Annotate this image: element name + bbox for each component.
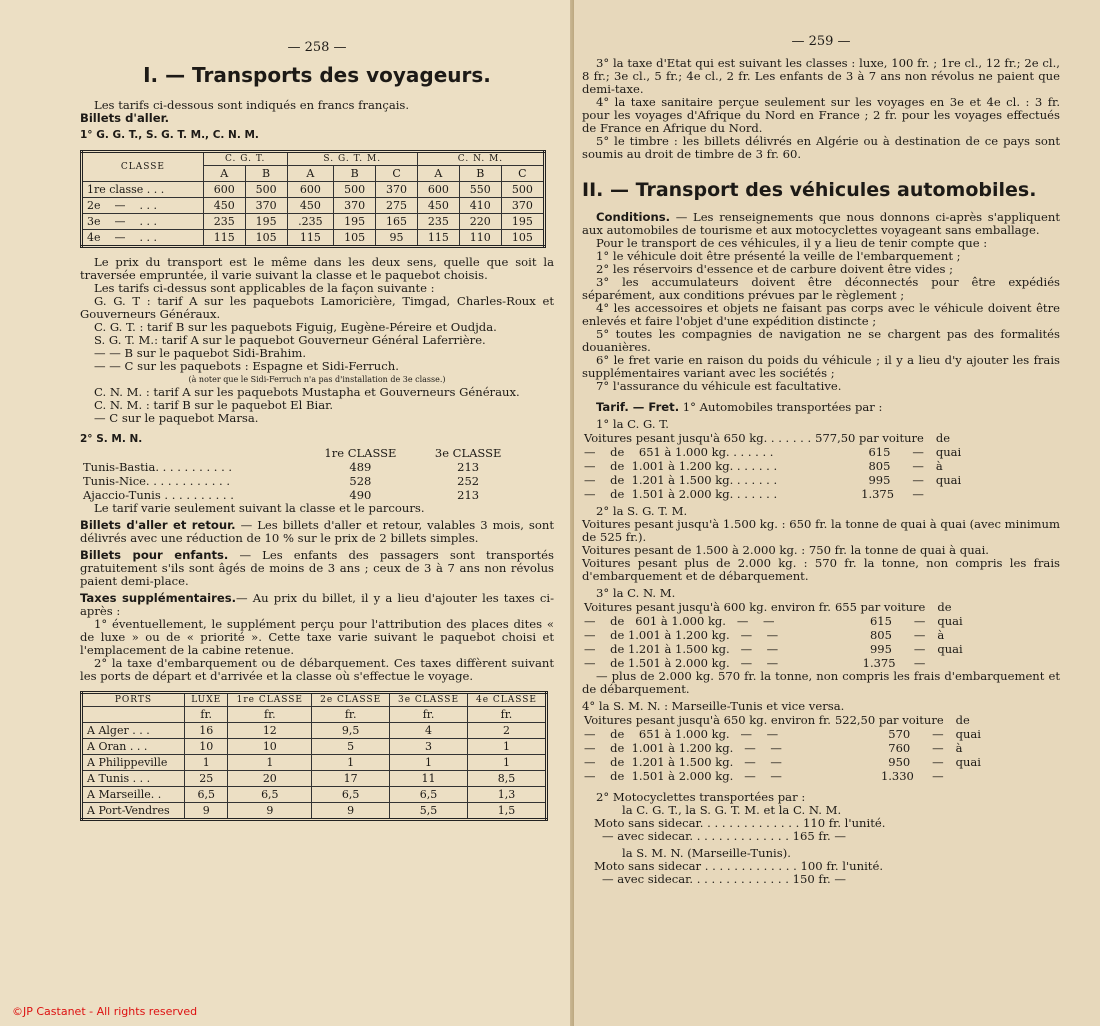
table-cell: 2 — [467, 723, 546, 739]
table-cell: 235 — [417, 214, 459, 230]
rate-side: quai — [955, 727, 981, 741]
table-row — [582, 741, 983, 755]
table-row — [82, 755, 547, 771]
table-row — [82, 723, 547, 739]
table-cell: 1 — [390, 755, 468, 771]
table-row — [582, 600, 965, 614]
paragraph: — plus de 2.000 kg. 570 fr. la tonne, non compris les frais d'embarquement et de débarquement. — [582, 669, 1060, 696]
table-cell: 500 — [334, 182, 376, 198]
table-cell: 110 — [459, 230, 501, 247]
table-row — [582, 459, 963, 473]
table-row — [82, 739, 547, 755]
paragraph: C. N. M. : tarif A sur les paquebots Mustapha et Gouverneurs Généraux. — [94, 385, 520, 399]
table-cell: 16 — [185, 723, 228, 739]
copyright-watermark: ©JP Castanet - All rights reserved — [12, 1005, 198, 1018]
port-name: A Tunis . . . — [82, 771, 185, 787]
rate-side: à — [935, 459, 943, 473]
table-cell: 165 — [376, 214, 418, 230]
table-cell: 12 — [228, 723, 312, 739]
table-row — [80, 460, 520, 474]
smn-table — [80, 446, 520, 502]
table-row — [582, 445, 963, 459]
paragraph: C. G. T. : tarif B sur les paquebots Figuig, Eugène-Péreire et Oudjda. — [94, 320, 497, 334]
cgt-rate-table — [582, 431, 963, 501]
rate-price: 995 — — [868, 473, 924, 487]
table-cell: 213 — [457, 488, 480, 502]
sub-header: C — [501, 166, 544, 182]
table-cell: 9 — [185, 803, 228, 820]
paragraph: 4° les accessoires et objets ne faisant pas corps avec le véhicule doivent être enlevés et faire l'objet d'une expédition distincte ; — [582, 301, 1060, 328]
rate-side: quai — [955, 755, 981, 769]
table-row — [82, 771, 547, 787]
rate-label: — de 601 à 1.000 kg. — — — [584, 614, 775, 628]
rate-price: 1.330 — — [880, 769, 944, 783]
paragraph: 6° le fret varie en raison du poids du véhicule ; il y a lieu d'y ajouter les frais supplémentaires variant avec les sociétés ; — [582, 353, 1060, 380]
paragraph: 4° la taxe sanitaire perçue seulement sur les voyages en 3e et 4e cl. : 3 fr. pour les voyages d'Afrique du Nord en France ; 2 fr. pour les voyages effectués de France en Afrique du Nord. — [582, 95, 1060, 135]
table-cell: 450 — [287, 198, 334, 214]
rate-side: quai — [937, 642, 963, 656]
table-cell: 600 — [287, 182, 334, 198]
paragraph: Pour le transport de ces véhicules, il y a lieu de tenir compte que : — [596, 236, 988, 250]
port-tax-table — [80, 691, 548, 821]
run-in-heading: Tarif. — Fret. — [596, 400, 680, 414]
table-cell: 410 — [459, 198, 501, 214]
sub-header: A — [287, 166, 334, 182]
paragraph: la S. M. N. (Marseille-Tunis). — [622, 846, 791, 860]
paragraph: 7° l'assurance du véhicule est facultative. — [596, 379, 842, 393]
paragraph: Voitures pesant plus de 2.000 kg. : 570 fr. la tonne, non compris les frais d'embarquement et de débarquement. — [582, 556, 1060, 583]
rate-side: à — [937, 628, 945, 642]
paragraph: 3° les accumulateurs doivent être déconnectés pour être expédiés séparément, aux conditions prévues par le règlement ; — [582, 275, 1060, 302]
col-header: 1re CLASSE — [228, 693, 312, 707]
text: 1° Automobiles transportées par : — [679, 400, 883, 414]
port-name: A Port-Vendres — [82, 803, 185, 820]
run-in-heading: Billets d'aller et retour. — [80, 518, 236, 532]
table-cell: 105 — [501, 230, 544, 247]
subheading: 1° la C. G. T. — [596, 417, 669, 431]
rate-label: Voitures pesant jusqu'à 650 kg. environ fr. — [584, 713, 831, 727]
subheading: Billets d'aller. — [80, 111, 170, 125]
row-label: Tunis-Nice. . . . . . . . . . . . — [83, 474, 231, 488]
rate-side: de — [937, 600, 952, 614]
rate-price: 615 — — [869, 614, 926, 628]
paragraph: Moto sans sidecar. . . . . . . . . . . . . . 110 fr. l'unité. — [594, 816, 886, 830]
paragraph: C. N. M. : tarif B sur le paquebot El Biar. — [94, 398, 334, 412]
table-row — [582, 769, 983, 783]
text: — Les renseignements que nous donnons ci-après s'appliquent aux automobiles de tourisme et aux motocyclettes voyageant sans emballage. — [582, 210, 1060, 237]
table-cell: 9 — [228, 803, 312, 820]
table-cell: 9 — [312, 803, 390, 820]
paragraph: G. G. T : tarif A sur les paquebots Lamoricière, Timgad, Charles-Roux et Gouverneurs Généraux. — [80, 294, 554, 321]
table-cell: 8,5 — [467, 771, 546, 787]
col-header: 1re CLASSE — [324, 446, 397, 460]
table-cell: 6,5 — [228, 787, 312, 803]
run-in-heading: Billets pour enfants. — [80, 548, 229, 562]
paragraph — [80, 549, 554, 588]
table-cell — [82, 707, 185, 723]
table-cell: 550 — [459, 182, 501, 198]
table-cell: 1 — [467, 739, 546, 755]
rate-side: de — [955, 713, 970, 727]
port-name: A Marseille. . — [82, 787, 185, 803]
sub-header: A — [417, 166, 459, 182]
table-row — [582, 614, 965, 628]
table-cell: 600 — [203, 182, 245, 198]
table-cell: 6,5 — [312, 787, 390, 803]
rate-label: — de 1.001 à 1.200 kg. . . . . . . — [584, 459, 778, 473]
rate-price: 805 — — [869, 628, 926, 642]
table-cell: 1 — [228, 755, 312, 771]
paragraph — [582, 401, 1060, 414]
table-cell: 3 — [390, 739, 468, 755]
table-cell: 500 — [245, 182, 287, 198]
paragraph: 5° le timbre : les billets délivrés en Algérie ou à destination de ce pays sont soumis au droit de timbre de 3 fr. 60. — [582, 134, 1060, 161]
page-number: — 258 — — [287, 40, 347, 55]
table-cell: 6,5 — [185, 787, 228, 803]
row-label: 4e — . . . — [82, 230, 204, 247]
rate-price: 577,50 par voiture — [815, 431, 924, 445]
paragraph: 1° le véhicule doit être présenté la veille de l'embarquement ; — [596, 249, 961, 263]
table-cell: 195 — [501, 214, 544, 230]
port-name: A Alger . . . — [82, 723, 185, 739]
rate-label: — de 1.201 à 1.500 kg. . . . . . . — [584, 473, 778, 487]
subheading: 2° la S. G. T. M. — [596, 504, 688, 518]
table-row — [582, 727, 983, 741]
rate-price: 760 — — [888, 741, 944, 755]
paragraph: Le tarif varie seulement suivant la classe et le parcours. — [94, 501, 425, 515]
table-cell: 1 — [467, 755, 546, 771]
table-row — [80, 488, 520, 502]
rate-side: quai — [935, 473, 962, 487]
subsection-label: 1° G. G. T., S. G. T. M., C. N. M. — [80, 129, 259, 141]
table-row — [82, 803, 547, 820]
table-cell: 1 — [185, 755, 228, 771]
rate-label: — de 1.501 à 2.000 kg. — — — [584, 769, 782, 783]
intro-text: Les tarifs ci-dessous sont indiqués en francs français. — [94, 98, 410, 112]
unit-cell: fr. — [185, 707, 228, 723]
table-row — [582, 487, 963, 501]
paragraph: S. G. T. M.: tarif A sur le paquebot Gouverneur Général Laferrière. — [94, 333, 486, 347]
rate-side: quai — [935, 445, 962, 459]
row-label: 1re classe . . . — [82, 182, 204, 198]
table-row — [82, 198, 545, 214]
table-cell: 5,5 — [390, 803, 468, 820]
paragraph — [582, 211, 1060, 237]
table-cell: 370 — [245, 198, 287, 214]
table-cell: 489 — [349, 460, 372, 474]
rate-side — [946, 769, 983, 783]
subsection-label: 2° S. M. N. — [80, 433, 143, 445]
rate-price: 1.375 — — [862, 656, 926, 670]
table-row — [82, 787, 547, 803]
table-row — [582, 642, 965, 656]
table-cell: 105 — [245, 230, 287, 247]
smn-rate-table — [582, 713, 983, 783]
port-name: A Philippeville — [82, 755, 185, 771]
sub-header: C — [376, 166, 418, 182]
paragraph — [80, 519, 554, 545]
paragraph: Le prix du transport est le même dans les deux sens, quelle que soit la traversée empruntée, il varie suivant la classe et le paquebot choisis. — [80, 255, 554, 282]
subheading: 3° la C. N. M. — [596, 586, 676, 600]
rate-side: quai — [937, 614, 963, 628]
cnm-rate-table — [582, 600, 965, 670]
table-row — [582, 628, 965, 642]
table-cell: 213 — [457, 460, 480, 474]
row-label: 3e — . . . — [82, 214, 204, 230]
rate-label: — de 1.201 à 1.500 kg. — — — [584, 642, 779, 656]
paragraph: — — B sur le paquebot Sidi-Brahim. — [94, 346, 307, 360]
col-header: CLASSE — [82, 152, 204, 182]
rate-side: de — [935, 431, 950, 445]
rate-price: 655 par voiture — [834, 600, 926, 614]
col-header: 2e CLASSE — [312, 693, 390, 707]
footnote: (à noter que le Sidi-Ferruch n'a pas d'installation de 3e classe.) — [188, 375, 446, 384]
col-header: S. G. T. M. — [287, 152, 417, 166]
table-cell: 220 — [459, 214, 501, 230]
table-cell: 115 — [417, 230, 459, 247]
rate-price: 570 — — [888, 727, 944, 741]
sub-header: B — [334, 166, 376, 182]
subheading: 4° la S. M. N. : Marseille-Tunis et vice versa. — [582, 699, 845, 713]
table-cell: 105 — [334, 230, 376, 247]
rate-price: 522,50 par voiture — [834, 713, 944, 727]
col-header: 4e CLASSE — [467, 693, 546, 707]
table-cell: 6,5 — [390, 787, 468, 803]
table-cell: 275 — [376, 198, 418, 214]
subheading: 2° Motocyclettes transportées par : — [596, 790, 806, 804]
table-row — [582, 473, 963, 487]
section-title: I. — Transports des voyageurs. — [143, 63, 491, 87]
table-cell: 195 — [245, 214, 287, 230]
table-cell: 1 — [312, 755, 390, 771]
col-header: 3e CLASSE — [434, 446, 502, 460]
paragraph: — — C sur les paquebots : Espagne et Sidi-Ferruch. — [94, 359, 399, 373]
table-row — [582, 755, 983, 769]
unit-cell: fr. — [228, 707, 312, 723]
paragraph: 2° la taxe d'embarquement ou de débarquement. Ces taxes diffèrent suivant les ports de départ et d'arrivée et la classe où s'effectue le voyage. — [80, 656, 554, 683]
col-header: LUXE — [185, 693, 228, 707]
table-row — [582, 656, 965, 670]
paragraph: la C. G. T., la S. G. T. M. et la C. N. M. — [622, 803, 842, 817]
port-name: A Oran . . . — [82, 739, 185, 755]
section-title: II. — Transport des véhicules automobiles. — [582, 179, 1037, 201]
text: — Au prix du billet, il y a lieu d'ajouter les taxes ci-après : — [80, 591, 555, 618]
table-cell: 5 — [312, 739, 390, 755]
paragraph: Les tarifs ci-dessus sont applicables de la façon suivante : — [94, 281, 435, 295]
paragraph: 2° les réservoirs d'essence et de carbure doivent être vides ; — [596, 262, 954, 276]
paragraph: — avec sidecar. . . . . . . . . . . . . . 165 fr. — — [602, 829, 846, 843]
paragraph: Voitures pesant de 1.500 à 2.000 kg. : 750 fr. la tonne de quai à quai. — [582, 543, 989, 557]
table-cell: 115 — [203, 230, 245, 247]
rate-side — [926, 487, 963, 501]
rate-label: — de 1.501 à 2.000 kg. — — — [584, 656, 779, 670]
table-cell: 1,5 — [467, 803, 546, 820]
paragraph: Moto sans sidecar . . . . . . . . . . . . . 100 fr. l'unité. — [594, 859, 884, 873]
unit-cell: fr. — [467, 707, 546, 723]
table-cell: .235 — [287, 214, 334, 230]
rate-label: — de 1.001 à 1.200 kg. — — — [584, 741, 782, 755]
table-row — [82, 182, 545, 198]
text: — Les enfants des passagers sont transportés gratuitement s'ils sont âgés de moins de 3 ans ; ceux de 3 à 7 ans non révolus paient demi-place. — [80, 548, 554, 588]
paragraph: 3° la taxe d'Etat qui est suivant les classes : luxe, 100 fr. ; 1re cl., 12 fr.; 2e cl., 8 fr.; 3e cl., 5 fr.; 4e cl., 2 fr. Les enfants de 3 à 7 ans non révolus ne paient que demi-taxe. — [582, 56, 1060, 96]
paragraph: 1° éventuellement, le supplément perçu pour l'attribution des places dites « de luxe » ou de « priorité ». Cette taxe varie suivant le paquebot choisi et l'emplacement de la cabine retenue. — [80, 617, 554, 657]
run-in-heading: Conditions. — [596, 210, 671, 224]
rate-price: 1.375 — — [861, 487, 924, 501]
table-cell: 450 — [417, 198, 459, 214]
rate-label: — de 1.001 à 1.200 kg. — — — [584, 628, 779, 642]
paragraph: Voitures pesant jusqu'à 1.500 kg. : 650 fr. la tonne de quai à quai (avec minimum de 525 fr.). — [582, 517, 1060, 544]
table-cell: 195 — [334, 214, 376, 230]
table-row — [582, 431, 963, 445]
rate-label: — de 1.501 à 2.000 kg. . . . . . . — [584, 487, 778, 501]
table-cell: 25 — [185, 771, 228, 787]
col-header: C. G. T. — [203, 152, 287, 166]
rate-price: 995 — — [869, 642, 926, 656]
col-header: PORTS — [82, 693, 185, 707]
rate-price: 805 — — [868, 459, 924, 473]
fare-table — [80, 150, 546, 248]
right-page — [574, 0, 1100, 1026]
paragraph: — C sur le paquebot Marsa. — [94, 411, 259, 425]
sub-header: B — [245, 166, 287, 182]
table-cell: 11 — [390, 771, 468, 787]
table-row — [82, 214, 545, 230]
table-cell: 95 — [376, 230, 418, 247]
run-in-heading: Taxes supplémentaires. — [80, 591, 237, 605]
row-label: 2e — . . . — [82, 198, 204, 214]
unit-cell: fr. — [312, 707, 390, 723]
text: — Les billets d'aller et retour, valables 3 mois, sont délivrés avec une réduction de 10 % sur le prix de 2 billets simples. — [80, 518, 554, 545]
table-cell: 600 — [417, 182, 459, 198]
row-label: Ajaccio-Tunis . . . . . . . . . . — [83, 488, 234, 502]
table-cell: 20 — [228, 771, 312, 787]
table-row — [82, 707, 547, 723]
table-cell: 370 — [334, 198, 376, 214]
page-number: — 259 — — [791, 34, 851, 49]
col-header: 3e CLASSE — [390, 693, 468, 707]
rate-price: 950 — — [888, 755, 944, 769]
table-cell: 115 — [287, 230, 334, 247]
rate-price: 615 — — [868, 445, 924, 459]
rate-label: Voitures pesant jusqu'à 650 kg. . . . . . . — [584, 431, 812, 445]
paragraph: — avec sidecar. . . . . . . . . . . . . . 150 fr. — — [602, 872, 846, 886]
unit-cell: fr. — [390, 707, 468, 723]
table-cell: 252 — [457, 474, 480, 488]
paragraph: 5° toutes les compagnies de navigation ne se chargent pas des formalités douanières. — [582, 327, 1060, 354]
rate-label: — de 651 à 1.000 kg. . . . . . . — [584, 445, 774, 459]
rate-label: — de 651 à 1.000 kg. — — — [584, 727, 779, 741]
sub-header: B — [459, 166, 501, 182]
sub-header: A — [203, 166, 245, 182]
rate-label: — de 1.201 à 1.500 kg. — — — [584, 755, 782, 769]
table-cell: 490 — [349, 488, 372, 502]
table-cell: 9,5 — [312, 723, 390, 739]
table-cell: 528 — [349, 474, 372, 488]
table-row — [82, 230, 545, 247]
rate-label: Voitures pesant jusqu'à 600 kg. environ fr. — [584, 600, 831, 614]
table-cell: 500 — [501, 182, 544, 198]
table-cell: 10 — [228, 739, 312, 755]
table-cell: 370 — [376, 182, 418, 198]
table-cell: 450 — [203, 198, 245, 214]
table-row — [80, 474, 520, 488]
table-row — [582, 713, 983, 727]
table-cell: 4 — [390, 723, 468, 739]
row-label: Tunis-Bastia. . . . . . . . . . . — [83, 460, 233, 474]
paragraph — [80, 592, 554, 618]
rate-side: à — [955, 741, 963, 755]
table-cell: 10 — [185, 739, 228, 755]
table-cell: 17 — [312, 771, 390, 787]
table-cell: 235 — [203, 214, 245, 230]
col-header: C. N. M. — [417, 152, 544, 166]
table-cell: 1,3 — [467, 787, 546, 803]
rate-side — [927, 656, 964, 670]
table-cell: 370 — [501, 198, 544, 214]
